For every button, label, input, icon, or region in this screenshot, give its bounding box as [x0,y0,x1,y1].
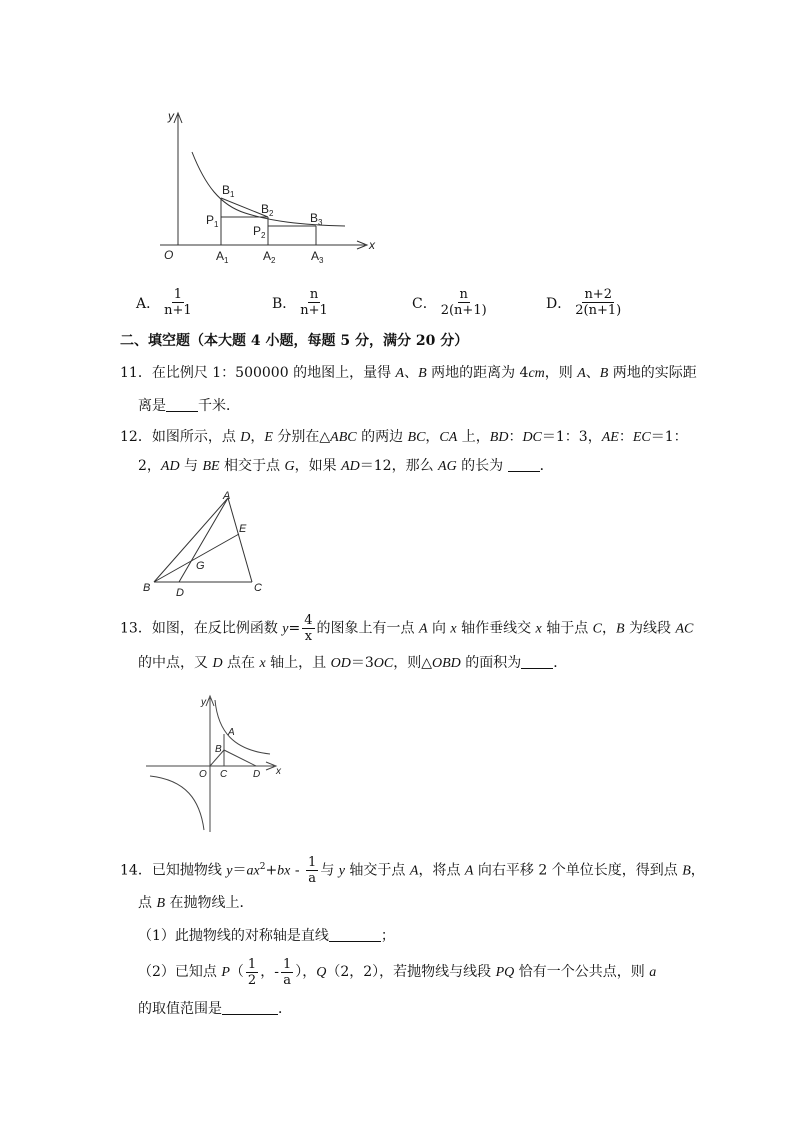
q11-text: ，则 [544,365,578,381]
q13-var: B [616,621,625,637]
option-a-fraction [162,287,194,318]
label-d: D [253,769,261,780]
label-a: A [223,490,231,502]
q13-var: A [418,621,428,637]
q12-text: 与 [179,458,203,474]
q14-text: 在抛物线上． [165,895,254,911]
q13-text: 轴作垂线交 [456,620,536,637]
q14-text: （ [229,964,244,980]
option-d-den: 2(n+1) [575,303,622,318]
option-d-fraction [573,287,623,318]
side-ab [154,498,228,582]
q14-var: Q [316,965,327,980]
q14-num: 1 [247,956,257,972]
q12-var: AD [160,459,180,474]
q14-sub2 [138,955,656,989]
q12-line2 [138,456,554,477]
q13-fraction [302,613,314,644]
label-a2: $A_2$ [263,249,276,265]
q12-var: AD [341,459,360,474]
label-b: B [143,582,151,594]
q13-var: x [259,656,266,671]
q12-var: BE [202,459,220,474]
q13-text: ，则△ [393,655,432,671]
q11-text: 、 [404,365,419,381]
q14-text: - [274,964,279,980]
q14-text: （1）此抛物线的对称轴是直线 [138,928,329,944]
q14-line1 [120,852,705,887]
q14-var: A [409,863,419,879]
q14-var: B [682,863,691,879]
label-b: B [215,744,222,755]
option-b[interactable] [272,287,332,318]
q14-exponent: 2 [259,862,266,872]
q14-text: 与 [320,862,339,879]
q12-text: ，如果 [294,458,342,474]
option-b-label: B． [272,295,297,312]
q14-sub2-blank[interactable] [222,1000,278,1015]
option-b-num: n [309,287,319,302]
q14-var: PQ [495,965,515,980]
q14-text: - [290,862,305,879]
option-c[interactable] [412,287,491,318]
q13-num: 4 [304,613,313,628]
q12-var: BD [489,430,509,445]
q13-var: C [592,621,603,637]
q12-text: 2， [138,458,161,474]
q14-sub1-blank[interactable] [329,927,381,942]
section-heading: 二、填空题（本大题 4 小题，每题 5 分，满分 20 分） [120,333,469,349]
option-c-label: C． [412,295,437,312]
option-d[interactable] [546,287,625,318]
q14-var: a [649,965,657,980]
option-d-num: n+2 [584,287,612,302]
label-p1: $P_1$ [206,213,219,229]
q13-text: 的中点，又 [138,655,213,671]
q12-text: 的长为 [456,458,508,474]
q14-den: 2 [247,972,257,988]
q12-text: 分别在△ [272,429,331,445]
q13-text: ． [553,655,568,671]
q11-text: 两地的距离为 4 [426,365,529,381]
q13-text: = [288,620,301,637]
q13-text: 13．如图，在反比例函数 [120,620,283,637]
q14-text: ． [278,1001,292,1017]
q12-text: ＝12，那么 [359,458,439,474]
q12-text: ＝1：3， [541,429,602,445]
q13-text: 的面积为 [460,655,522,671]
q14-var: y [226,863,233,879]
q14-p-fraction-y [281,957,293,988]
q14-sub1 [138,926,395,946]
q13-den: x [304,629,313,644]
label-d: D [176,587,184,599]
q11-answer-blank[interactable] [166,397,198,412]
q14-line2 [138,893,253,914]
q12-var: E [264,430,273,445]
figure-reciprocal [142,692,287,837]
q14-den: a [283,972,291,988]
option-c-den: 2(n+1) [440,303,487,318]
q14-text: ； [380,928,395,944]
option-a-label: A． [136,295,161,312]
label-b1: $B_1$ [222,183,235,199]
option-a-den: n+1 [164,303,192,318]
q14-text: 轴交于点 [344,862,410,879]
q13-var: OBD [432,656,461,671]
label-c: C [220,769,228,780]
label-a3: $A_3$ [311,249,324,265]
option-a[interactable] [136,287,196,318]
q11-line1 [120,363,697,384]
figure-triangle [138,488,273,600]
q14-fraction [306,855,318,886]
q13-text: 为线段 [624,620,676,637]
q13-line1 [120,613,694,644]
q14-text: 点 [138,895,157,911]
q11-text: 11．在比例尺 1：500000 的地图上，量得 [120,365,396,381]
hyperbola-branch-1 [215,700,270,754]
q11-var: A [577,366,586,381]
q14-sub3 [138,999,292,1019]
q12-text: 相交于点 [219,458,285,474]
hyperbola-branch-3 [150,776,204,830]
q14-var: P [221,965,230,980]
option-b-den: n+1 [300,303,328,318]
q12-var: AE [601,430,619,445]
q14-var: y [338,863,345,879]
q13-text: 轴上，且 [265,655,331,671]
label-b2: $B_2$ [261,202,274,218]
origin-label: O [199,769,207,780]
q14-var: B [156,896,166,911]
q12-text: 12．如图所示，点 [120,429,241,445]
label-e: E [239,523,247,535]
q13-var: x [450,621,457,637]
q12-text: 的两边 [356,429,408,445]
q13-var: x [535,621,542,637]
label-a1: $A_1$ [216,249,229,265]
label-p2: $P_2$ [253,224,266,240]
q14-text: 的取值范围是 [138,1001,222,1017]
q13-text: 向 [427,620,451,637]
q14-text: ， [690,862,705,879]
q14-p-fraction-x [246,957,258,988]
q12-text: ＝1： [650,429,688,445]
q14-text: + [265,862,278,879]
label-a: A [228,727,235,738]
q11-text: 离是 [138,398,166,414]
q11-text: 千米． [198,398,240,414]
q14-text: （2，2），若抛物线与线段 [326,964,496,980]
q12-answer-blank[interactable] [508,457,540,472]
q12-var: AG [438,459,457,474]
q13-var: OD [330,656,351,671]
q14-var: A [464,863,474,879]
y-label: y [201,697,206,708]
q14-text: ＝ [232,862,247,879]
q12-var: DC [522,430,542,445]
q12-text: ， [250,429,265,445]
q13-var: D [212,656,223,671]
q11-text: 、 [585,365,600,381]
q12-var: BC [407,430,426,445]
q12-var: CA [439,430,458,445]
q11-var: B [418,366,427,381]
option-c-num: n [459,287,468,302]
figure-hyperbola-rectangles [150,100,390,270]
q14-var: ax [246,863,260,879]
label-c: C [254,582,262,594]
q12-var: ABC [330,430,357,445]
segment-be [154,534,239,582]
q14-text: ，将点 [418,862,465,879]
x-label: x [369,238,375,252]
q14-text: 14．已知抛物线 [120,862,227,879]
q12-text: ． [539,458,554,474]
q14-text: ）， [295,964,317,980]
side-ac [228,498,252,582]
q13-text: ， [602,620,617,637]
q13-var: AC [675,621,694,637]
q11-var: A [395,366,405,381]
option-a-num: 1 [173,287,183,302]
origin-label: O [164,248,174,262]
q14-num: 1 [282,956,292,972]
q14-text: 恰有一个公共点，则 [514,964,650,980]
q13-text: ＝3 [350,655,374,671]
q12-line1 [120,427,688,448]
q12-var: EC [632,430,651,445]
x-label: x [276,766,281,777]
segment-bd [224,750,256,766]
q11-line2 [138,396,240,416]
q14-text: ， [260,964,275,980]
label-g: G [196,560,205,572]
q11-text: 两地的实际距 [608,365,697,381]
q14-num: 1 [308,855,317,871]
option-b-fraction [298,287,330,318]
q13-var: OC [373,656,394,671]
y-label: y [168,109,174,123]
q14-text: （2）已知点 [138,964,222,980]
q13-text: 轴于点 [541,620,593,637]
q14-var: bx [277,863,291,879]
q12-text: ： [508,429,523,445]
q13-text: 的图象上有一点 [316,620,419,637]
q13-line2 [138,653,567,674]
q14-den: a [308,871,317,887]
q12-text: 上， [457,429,490,445]
q11-unit: cm [528,366,545,381]
option-d-label: D． [546,295,572,312]
q13-text: 点在 [222,655,260,671]
q14-text: 向右平移 2 个单位长度，得到点 [473,862,683,879]
option-c-fraction [439,287,489,318]
q11-var: B [599,366,609,381]
q13-var: y [282,621,289,637]
label-b3: $B_3$ [310,211,323,227]
q12-text: ： [618,429,633,445]
q12-var: G [284,459,295,474]
q12-text: ， [425,429,440,445]
q13-answer-blank[interactable] [521,654,553,669]
q12-var: D [240,430,251,445]
